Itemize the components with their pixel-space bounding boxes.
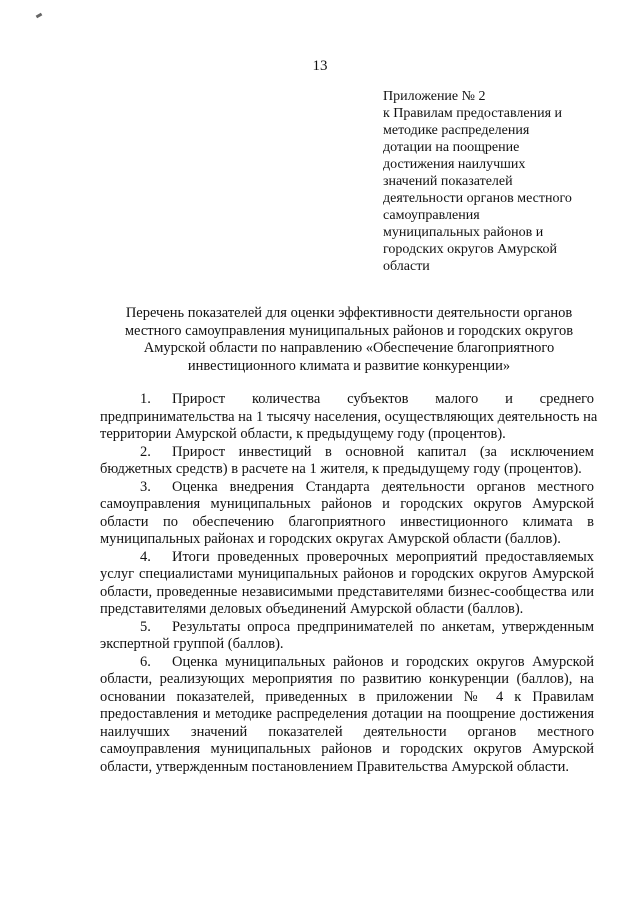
appendix-line: городских округов Амурской — [383, 242, 558, 257]
title-line: Амурской области по направлению «Обеспечение благоприятного — [143, 340, 555, 356]
item-text: Оценка муниципальных районов и городских округов Амурской — [172, 653, 594, 670]
item-line — [100, 549, 594, 567]
list-item — [100, 479, 594, 549]
appendix-line: Приложение № 2 — [383, 89, 486, 104]
item-number: 3. — [140, 478, 151, 495]
list-item — [100, 391, 598, 444]
item-line: области по обеспечению благоприятного инвестиционного климата в — [100, 513, 594, 530]
item-number: 5. — [140, 618, 151, 635]
item-line: представителями деловых объединений Амурской области (баллов). — [100, 601, 524, 617]
item-line: предоставления и методике распределения дотации на поощрение достижения — [100, 706, 594, 722]
item-text: Результаты опроса предпринимателей по анкетам, утвержденным — [172, 618, 594, 635]
item-number: 6. — [140, 653, 151, 670]
item-line: наилучших значений показателей деятельности органов местного — [100, 723, 594, 740]
title-line: Перечень показателей для оценки эффективности деятельности органов — [125, 305, 573, 321]
item-text: Прирост инвестиций в основной капитал (за исключением — [172, 443, 594, 460]
item-line — [100, 391, 594, 409]
appendix-line: к Правилам предоставления и — [383, 106, 563, 121]
item-line: муниципальных районах и городских округах Амурской области (баллов). — [100, 531, 561, 547]
item-line — [100, 654, 594, 672]
item-text: Итоги проведенных проверочных мероприятий предоставляемых — [172, 548, 594, 565]
item-line — [100, 479, 594, 497]
item-line: услуг специалистами муниципальных районов и городских округов Амурской — [100, 566, 594, 582]
appendix-line: области — [383, 259, 430, 274]
page-number: 13 — [312, 58, 328, 74]
appendix-line: муниципальных районов и — [383, 225, 544, 240]
item-line: территории Амурской области, к предыдущему году (процентов). — [100, 426, 506, 442]
item-line: предпринимательства на 1 тысячу населения, осуществляющих деятельность на — [100, 408, 598, 425]
appendix-line: дотации на поощрение — [383, 140, 520, 155]
appendix-reference — [383, 88, 623, 275]
list-item — [100, 654, 594, 777]
list-item — [100, 444, 594, 479]
item-line — [100, 444, 594, 462]
appendix-line: самоуправления — [383, 208, 480, 223]
item-line: экспертной группой (баллов). — [100, 636, 284, 652]
item-text: Прирост количества субъектов малого и среднего — [172, 391, 594, 407]
item-line: самоуправления муниципальных районов и городских округов Амурской — [100, 496, 594, 512]
title-line: местного самоуправления муниципальных районов и городских округов — [124, 322, 574, 339]
item-line: области, реализующих мероприятия по развитию конкуренции (баллов), на — [100, 671, 594, 687]
item-line: бюджетных средств) в расчете на 1 жителя, к предыдущему году (процентов). — [100, 461, 582, 477]
item-line — [100, 619, 594, 637]
title-line: инвестиционного климата и развитие конкуренции» — [187, 357, 511, 374]
appendix-line: методике распределения — [383, 123, 530, 138]
appendix-line: значений показателей — [383, 174, 513, 189]
item-line: самоуправления муниципальных районов и городских округов Амурской — [100, 741, 594, 757]
document-title — [100, 305, 598, 375]
item-line: области, утвержденным постановлением Правительства Амурской области. — [100, 758, 569, 775]
appendix-line: деятельности органов местного — [383, 191, 572, 206]
scan-mark — [36, 13, 43, 19]
list-item — [100, 619, 594, 654]
item-number: 1. — [140, 391, 151, 407]
item-line: основании показателей, приведенных в приложении № 4 к Правилам — [100, 688, 594, 705]
list-item — [100, 549, 594, 619]
item-text: Оценка внедрения Стандарта деятельности органов местного — [172, 478, 594, 495]
indicator-list — [100, 391, 598, 776]
appendix-line: достижения наилучших — [383, 157, 526, 172]
item-number: 4. — [140, 548, 151, 565]
item-line: области, проведенные независимыми представителями бизнес-сообщества или — [100, 583, 594, 600]
item-number: 2. — [140, 443, 151, 460]
